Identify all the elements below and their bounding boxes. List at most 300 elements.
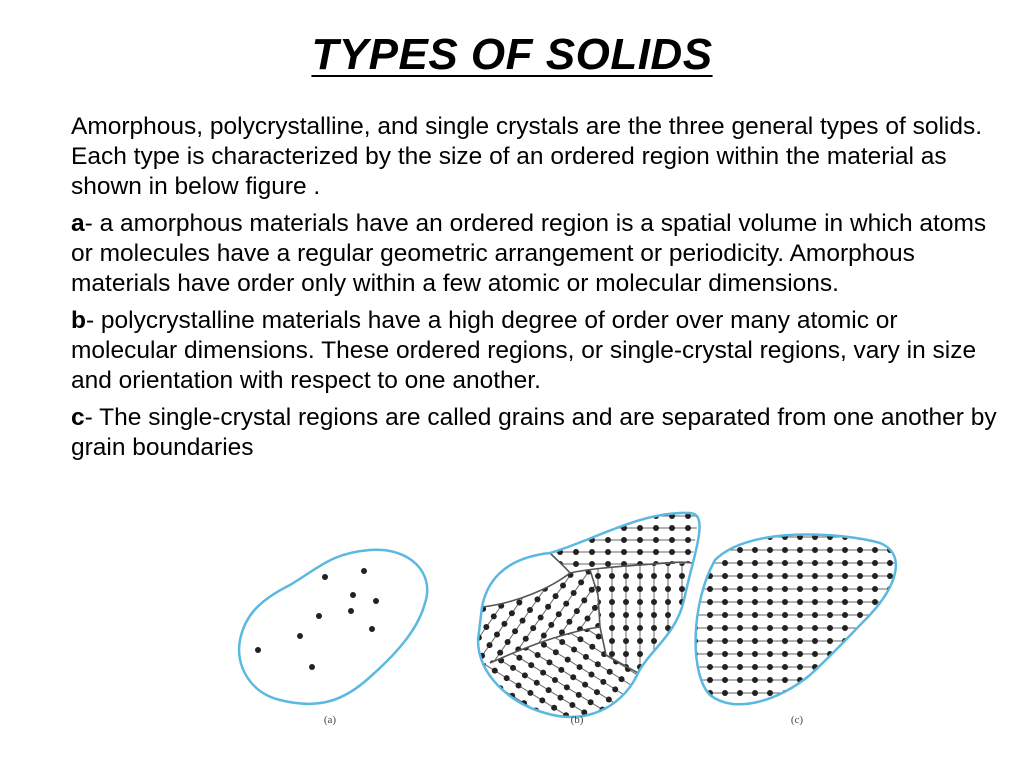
- grain-atom: [627, 645, 633, 651]
- crystal-atom: [872, 625, 878, 631]
- crystal-atom: [872, 703, 878, 709]
- grain-lattice-line: [399, 505, 533, 661]
- polycrystalline-grains: [364, 505, 787, 735]
- grain-atom: [525, 586, 531, 592]
- crystal-atom: [842, 573, 848, 579]
- grain-atom: [535, 624, 541, 630]
- grain-atom: [669, 505, 675, 507]
- crystal-atom: [737, 625, 743, 631]
- grain-atom: [623, 716, 629, 722]
- grain-atom: [588, 671, 594, 677]
- grain-atom: [602, 659, 608, 665]
- crystal-atom: [812, 612, 818, 618]
- grain-atom: [493, 525, 499, 531]
- grain-atom: [408, 619, 414, 625]
- grain-atom: [693, 690, 699, 696]
- grain-atom: [651, 573, 657, 579]
- grain-atom: [375, 643, 381, 649]
- grain-atom: [735, 716, 741, 722]
- grain-atom: [491, 695, 497, 701]
- grain-atom: [717, 585, 723, 591]
- crystal-atom: [677, 716, 683, 722]
- grain-atom: [502, 733, 508, 735]
- grain-atom: [446, 677, 452, 683]
- grain-atom: [654, 698, 660, 704]
- grain-atom: [437, 676, 443, 682]
- grain-atom: [466, 708, 472, 714]
- grain-atom: [629, 552, 635, 558]
- crystal-atom: [872, 521, 878, 527]
- grain-atom: [749, 505, 755, 507]
- grain-atom: [733, 513, 739, 519]
- crystal-atom: [917, 625, 920, 631]
- crystal-atom: [707, 677, 713, 683]
- crystal-atom: [797, 664, 803, 670]
- grain-atom: [583, 654, 589, 660]
- crystal-atom: [752, 638, 758, 644]
- grain-atom: [679, 664, 685, 670]
- crystal-atom: [737, 508, 743, 514]
- grain-atom: [409, 572, 415, 578]
- grain-atom: [439, 620, 445, 626]
- grain-atom: [529, 513, 535, 519]
- grain-atom: [653, 537, 659, 543]
- grain-atom: [552, 677, 558, 683]
- grain-atom: [587, 727, 593, 733]
- grain-atom: [637, 586, 643, 592]
- grain-atom: [609, 625, 615, 631]
- crystal-atom: [692, 521, 698, 527]
- grain-atom: [596, 634, 602, 640]
- grain-atom: [509, 621, 515, 627]
- crystal-atom: [857, 508, 863, 514]
- grain-atom: [425, 669, 431, 675]
- grain-atom: [595, 573, 601, 579]
- grain-atom: [581, 521, 587, 527]
- grain-atom: [539, 521, 545, 527]
- grain-atom: [478, 716, 484, 722]
- grain-atom: [435, 670, 441, 676]
- grain-atom: [605, 549, 611, 555]
- grain-atom: [615, 603, 621, 609]
- grain-atom: [496, 529, 502, 535]
- grain-atom: [571, 646, 577, 652]
- grain-atom: [628, 598, 634, 604]
- grain-atom: [511, 521, 517, 527]
- grain-atom: [492, 567, 498, 573]
- grain-atom: [665, 664, 671, 670]
- crystal-atom: [812, 599, 818, 605]
- crystal-atom: [752, 521, 758, 527]
- grain-atom: [701, 549, 707, 555]
- grain-atom: [612, 667, 618, 673]
- grain-atom: [520, 618, 526, 624]
- crystal-atom: [782, 599, 788, 605]
- crystal-atom: [842, 547, 848, 553]
- grain-atom: [749, 716, 755, 722]
- grain-atom: [505, 647, 511, 653]
- grain-atom: [567, 731, 573, 735]
- crystal-atom: [752, 547, 758, 553]
- crystal-atom: [857, 599, 863, 605]
- crystal-atom: [887, 625, 893, 631]
- grain-atom: [565, 507, 571, 513]
- grain-atom: [679, 651, 685, 657]
- grain-atom: [469, 598, 475, 604]
- item-a: [71, 209, 1006, 299]
- crystal-atom: [707, 586, 713, 592]
- grain-atom: [460, 703, 466, 709]
- grain-atom: [553, 521, 559, 527]
- grain-atom: [589, 644, 595, 650]
- grain-atom: [623, 651, 629, 657]
- grain-atom: [690, 578, 696, 584]
- crystal-atom: [737, 664, 743, 670]
- crystal-atom: [767, 521, 773, 527]
- grain-atom: [605, 633, 611, 639]
- grain-atom: [707, 521, 713, 527]
- crystal-atom: [917, 638, 920, 644]
- grain-atom: [445, 565, 451, 571]
- grain-atom: [471, 552, 477, 558]
- crystal-atom: [707, 729, 713, 735]
- grain-atom: [493, 549, 499, 555]
- grain-atom: [472, 505, 478, 511]
- grain-atom: [442, 547, 448, 553]
- crystal-atom: [812, 729, 818, 735]
- grain-atom: [531, 579, 537, 585]
- crystal-atom: [842, 612, 848, 618]
- grain-atom: [651, 638, 657, 644]
- item-c: [71, 403, 1006, 463]
- crystal-atom: [812, 586, 818, 592]
- grain-atom: [562, 556, 568, 562]
- grain-atom: [419, 679, 425, 685]
- grain-atom: [449, 537, 455, 543]
- crystal-atom: [887, 729, 893, 735]
- grain-atom: [637, 625, 643, 631]
- crystal-atom: [917, 573, 920, 579]
- grain-atom: [509, 525, 515, 531]
- grain-atom: [637, 716, 643, 722]
- grain-atom: [524, 589, 530, 595]
- grain-atom: [537, 569, 543, 575]
- grain-atom: [511, 573, 517, 579]
- crystal-atom: [737, 690, 743, 696]
- grain-lattice-line: [410, 505, 544, 669]
- grain-atom: [539, 726, 545, 732]
- grain-atom: [749, 645, 755, 651]
- grain-atom: [522, 524, 528, 530]
- grain-atom: [693, 716, 699, 722]
- crystal-atom: [752, 664, 758, 670]
- crystal-atom: [917, 612, 920, 618]
- crystal-atom: [782, 651, 788, 657]
- crystal-atom: [767, 573, 773, 579]
- grain-atom: [653, 549, 659, 555]
- grain-atom: [701, 645, 707, 651]
- grain-atom: [525, 534, 531, 540]
- caption-c: (c): [790, 714, 804, 726]
- grain-atom: [427, 569, 433, 575]
- grain-atom: [511, 638, 517, 644]
- grain-atom: [581, 597, 587, 603]
- grain-atom: [578, 579, 584, 585]
- grain-atom: [493, 597, 499, 603]
- grain-atom: [482, 577, 488, 583]
- grain-atom: [567, 508, 573, 514]
- crystal-atom: [692, 677, 698, 683]
- grain-atom: [472, 726, 478, 732]
- grain-atom: [693, 586, 699, 592]
- grain-atom: [547, 669, 553, 675]
- grain-atom: [701, 561, 707, 567]
- grain-atom: [484, 733, 490, 735]
- crystal-atom: [812, 560, 818, 566]
- grain-atom: [637, 525, 643, 531]
- grain-atom: [685, 675, 691, 681]
- grain-atom: [707, 508, 713, 514]
- grain-atom: [528, 719, 534, 725]
- grain-atom: [541, 513, 547, 519]
- grain-atom: [609, 612, 615, 618]
- grain-atom: [587, 522, 593, 528]
- grain-atom: [527, 690, 533, 696]
- crystal-atom: [752, 651, 758, 657]
- grain-atom: [637, 508, 643, 514]
- grain-atom: [665, 734, 671, 735]
- grain-atom: [493, 513, 499, 519]
- grain-atom: [651, 703, 657, 709]
- grain-atom: [422, 644, 428, 650]
- grain-atom: [567, 638, 573, 644]
- grain-atom: [472, 663, 478, 669]
- crystal-atom: [842, 664, 848, 670]
- grain-atom: [570, 637, 576, 643]
- crystal-atom: [902, 664, 908, 670]
- grain-atom: [525, 547, 531, 553]
- grain-atom: [665, 586, 671, 592]
- grain-atom: [685, 597, 691, 603]
- grain-atom: [661, 688, 667, 694]
- grain-atom: [623, 703, 629, 709]
- grain-atom: [525, 651, 531, 657]
- grain-atom: [525, 561, 531, 567]
- grain-atom: [557, 723, 563, 729]
- grain-atom: [478, 700, 484, 706]
- grain-atom: [637, 573, 643, 579]
- crystal-atom: [737, 547, 743, 553]
- grain-atom: [502, 519, 508, 525]
- crystal-atom: [782, 586, 788, 592]
- grain-atom: [492, 725, 498, 731]
- crystal-atom: [737, 612, 743, 618]
- grain-atom: [672, 696, 678, 702]
- grain-atom: [733, 645, 739, 651]
- grain-atom: [553, 586, 559, 592]
- grain-atom: [672, 581, 678, 587]
- grain-atom: [443, 666, 449, 672]
- grain-atom: [658, 556, 664, 562]
- grain-atom: [669, 537, 675, 543]
- grain-atom: [501, 621, 507, 627]
- grain-lattice-line: [548, 574, 682, 735]
- grain-atom: [505, 639, 511, 645]
- crystal-atom: [707, 508, 713, 514]
- crystal-atom: [722, 651, 728, 657]
- grain-atom: [493, 621, 499, 627]
- grain-atom: [637, 612, 643, 618]
- grain-atom: [489, 548, 495, 554]
- grain-atom: [413, 689, 419, 695]
- crystal-atom: [782, 573, 788, 579]
- grain-atom: [502, 546, 508, 552]
- crystal-atom: [797, 625, 803, 631]
- grain-atom: [388, 702, 394, 708]
- grain-atom: [733, 633, 739, 639]
- grain-atom: [763, 716, 769, 722]
- grain-atom: [591, 652, 597, 658]
- grain-atom: [406, 699, 412, 705]
- caption-a: (a): [323, 714, 337, 726]
- single-crystal-lattice: [677, 505, 920, 735]
- grain-atom: [539, 625, 545, 631]
- grain-atom: [665, 716, 671, 722]
- grain-atom: [457, 526, 463, 532]
- grain-atom: [539, 729, 545, 735]
- crystal-atom: [722, 638, 728, 644]
- crystal-atom: [812, 716, 818, 722]
- grain-atom: [481, 718, 487, 724]
- grain-atom: [660, 716, 666, 722]
- grain-atom: [651, 729, 657, 735]
- grain-atom: [539, 690, 545, 696]
- crystal-atom: [857, 560, 863, 566]
- grain-atom: [525, 513, 531, 519]
- grain-atom: [589, 513, 595, 519]
- grain-atom: [573, 525, 579, 531]
- grain-atom: [493, 537, 499, 543]
- grain-atom: [517, 553, 523, 559]
- grain-atom: [407, 666, 413, 672]
- grain-atom: [544, 651, 550, 657]
- grain-atom: [525, 573, 531, 579]
- grain-atom: [436, 623, 442, 629]
- grain-atom: [540, 521, 546, 527]
- grain-atom: [451, 602, 457, 608]
- crystal-atom: [872, 677, 878, 683]
- crystal-atom: [707, 612, 713, 618]
- grain-atom: [564, 684, 570, 690]
- grain-atom: [514, 535, 520, 541]
- grain-atom: [593, 717, 599, 723]
- grain-atom: [509, 645, 515, 651]
- grain-atom: [637, 638, 643, 644]
- amorphous-solid: [239, 550, 427, 704]
- grain-atom: [623, 508, 629, 514]
- grain-atom: [493, 640, 499, 646]
- grain-atom: [400, 629, 406, 635]
- grain-atom: [599, 594, 605, 600]
- grain-atom: [509, 585, 515, 591]
- crystal-atom: [752, 716, 758, 722]
- grain-atom: [478, 541, 484, 547]
- grain-atom: [465, 627, 471, 633]
- grain-atom: [637, 651, 643, 657]
- crystal-atom: [797, 547, 803, 553]
- crystal-atom: [782, 508, 788, 514]
- grain-atom: [444, 612, 450, 618]
- grain-atom: [763, 729, 769, 735]
- grain-atom: [701, 609, 707, 615]
- grain-atom: [411, 637, 417, 643]
- grain-atom: [603, 612, 609, 618]
- grain-atom: [605, 505, 611, 507]
- grain-atom: [490, 723, 496, 729]
- grain-atom: [444, 638, 450, 644]
- grain-atom: [707, 729, 713, 735]
- grain-atom: [546, 557, 552, 563]
- crystal-atom: [707, 716, 713, 722]
- grain-atom: [538, 725, 544, 731]
- grain-atom: [455, 673, 461, 679]
- grain-atom: [558, 676, 564, 682]
- grain-atom: [672, 723, 678, 729]
- grain-atom: [511, 547, 517, 553]
- grain-atom: [605, 645, 611, 651]
- crystal-atom: [827, 625, 833, 631]
- crystal-atom: [707, 547, 713, 553]
- grain-atom: [483, 624, 489, 630]
- crystal-atom: [842, 690, 848, 696]
- grain-atom: [539, 560, 545, 566]
- grain-lattice-line: [388, 505, 522, 654]
- grain-atom: [631, 617, 637, 623]
- grain-atom: [530, 625, 536, 631]
- grain-atom: [499, 556, 505, 562]
- crystal-atom: [872, 638, 878, 644]
- grain-atom: [701, 633, 707, 639]
- grain-atom: [557, 537, 563, 543]
- grain-atom: [468, 645, 474, 651]
- crystal-atom: [917, 690, 920, 696]
- grain-atom: [678, 713, 684, 719]
- crystal-atom: [902, 716, 908, 722]
- slide-body: [71, 112, 1006, 470]
- grain-atom: [589, 525, 595, 531]
- grain-atom: [733, 537, 739, 543]
- crystal-atom: [902, 625, 908, 631]
- grain-atom: [493, 561, 499, 567]
- grain-atom: [525, 508, 531, 514]
- grain-atom: [467, 534, 473, 540]
- grain-atom: [545, 715, 551, 721]
- grain-atom: [605, 519, 611, 525]
- grain-atom: [570, 674, 576, 680]
- grain-atom: [577, 664, 583, 670]
- crystal-atom: [767, 508, 773, 514]
- crystal-atom: [902, 729, 908, 735]
- grain-atom: [419, 579, 425, 585]
- grain-atom: [477, 588, 483, 594]
- grain-atom: [512, 628, 518, 634]
- grain-atom: [509, 610, 515, 616]
- crystal-atom: [887, 651, 893, 657]
- grain-atom: [609, 599, 615, 605]
- grain-atom: [638, 646, 644, 652]
- grain-atom: [511, 516, 517, 522]
- item-b: [71, 306, 1006, 396]
